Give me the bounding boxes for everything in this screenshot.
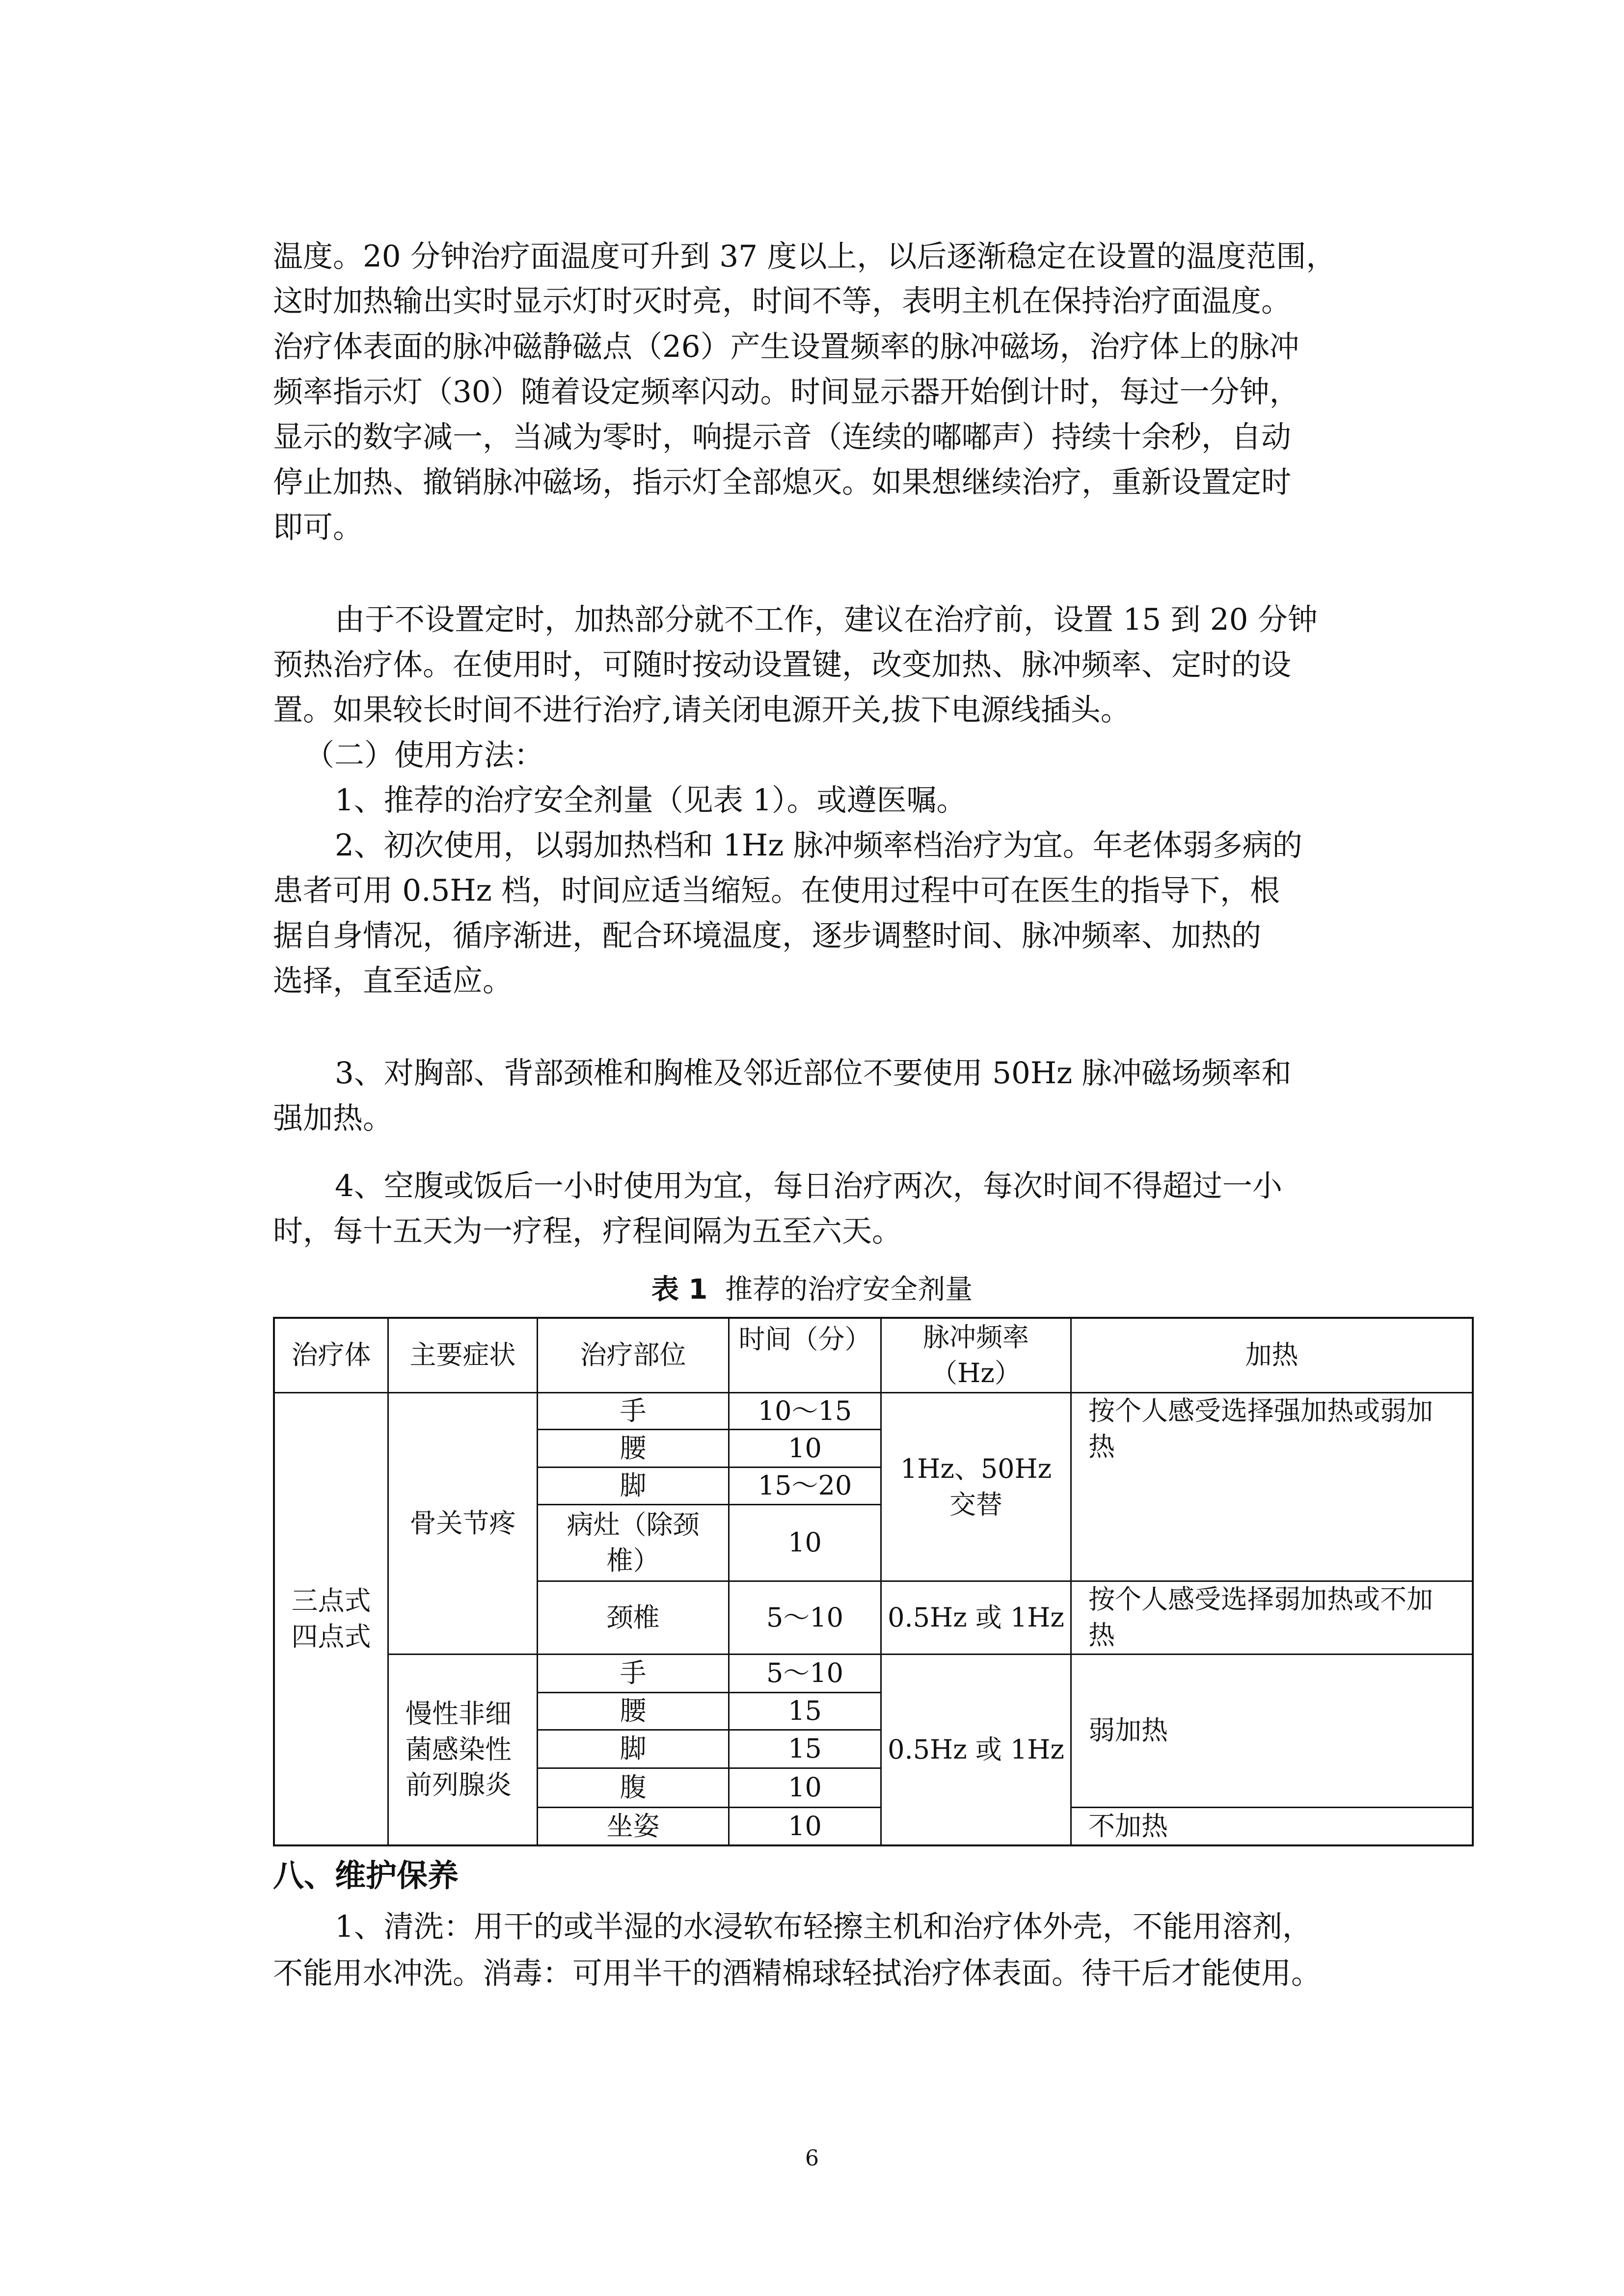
table-cell-part: 手 — [620, 1395, 647, 1426]
table-cell-part: 腰 — [620, 1432, 647, 1464]
table-cell-time: 10 — [788, 1527, 822, 1558]
table-cell-heating: 按个人感受选择强加热或弱加 热 — [1088, 1395, 1433, 1462]
table-border-right — [1472, 1317, 1474, 1846]
table-header-cell: 时间（分） — [738, 1324, 871, 1355]
table-cell-part: 腹 — [620, 1772, 647, 1803]
table-cell-time: 15 — [788, 1733, 822, 1764]
paragraph-line: 显示的数字减一，当减为零时，响提示音（连续的嘟嘟声）持续十余秒，自动 — [273, 420, 1292, 454]
table-header-cell: 治疗部位 — [580, 1339, 686, 1371]
table-cell-part: 腰 — [620, 1695, 647, 1727]
table-caption — [0, 1276, 1624, 1304]
paragraph-line: 患者可用 0.5Hz 档，时间应适当缩短。在使用过程中可在医生的指导下，根 — [273, 873, 1280, 908]
table-cell-part: 脚 — [620, 1470, 647, 1501]
paragraph-line: 2、初次使用，以弱加热档和 1Hz 脉冲频率档治疗为宜。年老体弱多病的 — [335, 828, 1302, 863]
paragraph-line: 预热治疗体。在使用时，可随时按动设置键，改变加热、脉冲频率、定时的设 — [273, 647, 1292, 682]
paragraph-line: 时，每十五天为一疗程，疗程间隔为五至六天。 — [273, 1214, 902, 1249]
table-cell-part: 颈椎 — [606, 1602, 660, 1633]
table-cell-time: 10 — [788, 1432, 822, 1464]
table-border-bottom — [273, 1844, 1474, 1846]
table-cell-time: 5～10 — [766, 1657, 844, 1689]
table-cell-frequency: 0.5Hz 或 1Hz — [888, 1734, 1064, 1765]
symptom-cell: 慢性非细 菌感染性 前列腺炎 — [406, 1698, 512, 1801]
table-cell-part: 脚 — [620, 1733, 647, 1764]
subsection-heading: （二）使用方法： — [304, 738, 544, 773]
table-header-cell: 主要症状 — [409, 1339, 516, 1371]
table-caption-text: 推荐的治疗安全剂量 — [725, 1274, 973, 1306]
table-cell-frequency: 1Hz、50Hz 交替 — [900, 1453, 1052, 1520]
table-cell-part: 手 — [620, 1657, 647, 1689]
paragraph-line: 4、空腹或饭后一小时使用为宜，每日治疗两次，每次时间不得超过一小 — [335, 1169, 1282, 1203]
table-cell-time: 10～15 — [758, 1395, 852, 1426]
table-cell-time: 10 — [788, 1772, 822, 1803]
paragraph-line: 1、推荐的治疗安全剂量（见表 1）。或遵医嘱。 — [335, 783, 967, 818]
paragraph-line: 3、对胸部、背部颈椎和胸椎及邻近部位不要使用 50Hz 脉冲磁场频率和 — [335, 1056, 1292, 1091]
paragraph-line: 这时加热输出实时显示灯时灭时亮，时间不等，表明主机在保持治疗面温度。 — [273, 284, 1292, 319]
paragraph-line: 强加热。 — [273, 1101, 393, 1136]
table-header-cell: 加热 — [1245, 1339, 1299, 1371]
paragraph-line: 1、清洗：用干的或半湿的水浸软布轻擦主机和治疗体外壳，不能用溶剂， — [335, 1909, 1312, 1944]
table-cell-time: 15～20 — [758, 1470, 852, 1501]
table-cell-time: 10 — [788, 1810, 822, 1842]
table-cell-frequency: 0.5Hz 或 1Hz — [888, 1602, 1064, 1633]
paragraph-line: 置。如果较长时间不进行治疗,请关闭电源开关,拔下电源线插头。 — [273, 693, 1131, 727]
table-cell-heating: 按个人感受选择弱加热或不加 热 — [1088, 1584, 1433, 1651]
paragraph-line: 选择，直至适应。 — [273, 963, 513, 998]
section-heading: 八、维护保养 — [273, 1858, 459, 1894]
paragraph-line: 由于不设置定时，加热部分就不工作，建议在治疗前，设置 15 到 20 分钟 — [335, 602, 1318, 637]
table-cell-time: 15 — [788, 1695, 822, 1727]
table-cell-time: 5～10 — [766, 1602, 844, 1633]
table-caption-label: 表 1 — [651, 1274, 708, 1306]
paragraph-line: 即可。 — [273, 510, 363, 545]
paragraph-line: 停止加热、撤销脉冲磁场，指示灯全部熄灭。如果想继续治疗，重新设置定时 — [273, 465, 1292, 500]
symptom-cell: 骨关节疼 — [409, 1507, 516, 1539]
table-header-cell: 脉冲频率 （Hz） — [923, 1321, 1029, 1388]
table-cell-part: 病灶（除颈 椎） — [567, 1509, 700, 1576]
body-type-cell: 三点式 四点式 — [291, 1585, 371, 1652]
paragraph-line: 温度。20 分钟治疗面温度可升到 37 度以上，以后逐渐稳定在设置的温度范围， — [273, 239, 1336, 274]
table-cell-part: 坐姿 — [606, 1810, 660, 1842]
paragraph-line: 治疗体表面的脉冲磁静磁点（26）产生设置频率的脉冲磁场，治疗体上的脉冲 — [273, 329, 1299, 364]
table-header-cell: 治疗体 — [291, 1339, 371, 1371]
paragraph-line: 不能用水冲洗。消毒：可用半干的酒精棉球轻拭治疗体表面。待干后才能使用。 — [273, 1956, 1322, 1991]
paragraph-line: 据自身情况，循序渐进，配合环境温度，逐步调整时间、脉冲频率、加热的 — [273, 918, 1262, 953]
table-cell-heating: 弱加热 — [1088, 1715, 1168, 1746]
table-cell-heating: 不加热 — [1088, 1810, 1168, 1842]
page-number: 6 — [805, 2146, 819, 2171]
paragraph-line: 频率指示灯（30）随着设定频率闪动。时间显示器开始倒计时，每过一分钟， — [273, 374, 1299, 409]
